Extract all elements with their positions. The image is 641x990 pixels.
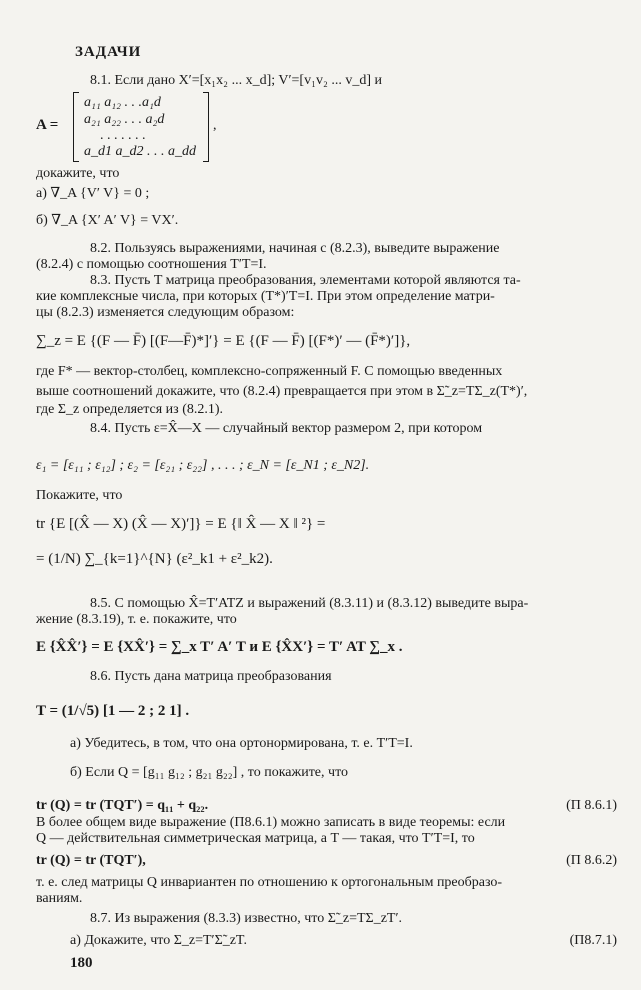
equation-8-3: ∑_z = E {(F — F̄) [(F—F̄)*]′} = E {(F — F̄) [(F*)′ — (F̄*)′]}, bbox=[36, 333, 411, 349]
problem-8-2-line-1: 8.2. Пользуясь выражениями, начиная с (8.2.3), выведите выражение bbox=[90, 241, 500, 256]
matrix-a-left-bracket bbox=[73, 92, 79, 162]
problem-8-6-part-b: б) Если Q = [g₁₁ g₁₂ ; g₂₁ g₂₂] , то покажите, что bbox=[70, 765, 348, 780]
problem-8-7-line-1: 8.7. Из выражения (8.3.3) известно, что Σ̃_z=TΣ_zT′. bbox=[90, 911, 403, 926]
problem-8-3-line-2: кие комплексные числа, при которых (T*)′T=I. При этом определение матри- bbox=[36, 289, 495, 304]
problem-8-7-part-a-number: (П8.7.1) bbox=[569, 933, 617, 948]
page-number: 180 bbox=[70, 955, 93, 971]
problem-8-5-line-2: жение (8.3.19), т. е. покажите, что bbox=[36, 612, 237, 627]
problem-8-2-line-2: (8.2.4) с помощью соотношения T′T=I. bbox=[36, 257, 267, 272]
problem-8-6-part-a: а) Убедитесь, в том, что она ортонормирована, т. е. T′T=I. bbox=[70, 736, 413, 751]
matrix-a-row-2: a₂₁ a₂₂ . . . a₂d bbox=[84, 112, 165, 127]
equation-p8-6-1-number: (П 8.6.1) bbox=[566, 798, 617, 813]
equation-p8-6-2: tr (Q) = tr (TQT′), bbox=[36, 853, 146, 868]
matrix-a-label: A = bbox=[36, 117, 59, 133]
problem-8-3-line-3: цы (8.2.3) изменяется следующим образом: bbox=[36, 305, 295, 320]
equation-p8-6-2-number: (П 8.6.2) bbox=[566, 853, 617, 868]
matrix-a-row-4: a_d1 a_d2 . . . a_dd bbox=[84, 144, 196, 159]
problem-8-6-line-1: 8.6. Пусть дана матрица преобразования bbox=[90, 669, 332, 684]
equation-8-4-trace: tr {E [(X̂ — X) (X̂ — X)′]} = E {‖ X̂ — X ‖ ²} = bbox=[36, 516, 326, 532]
problem-8-4-line-1: 8.4. Пусть ε=X̂—X — случайный вектор размером 2, при котором bbox=[90, 421, 483, 436]
problem-8-1-part-b: б) ∇_A {X′ A′ V} = VX′. bbox=[36, 213, 179, 228]
problem-8-4-prompt: Покажите, что bbox=[36, 488, 123, 503]
problem-8-7-part-a: а) Докажите, что Σ_z=T′Σ̃_zT. bbox=[70, 933, 247, 948]
matrix-a-row-1: a₁₁ a₁₂ . . .a₁d bbox=[84, 95, 161, 110]
equation-8-6-matrix-t: T = (1/√5) [1 — 2 ; 2 1] . bbox=[36, 703, 190, 719]
equation-8-4-sum: = (1/N) ∑_{k=1}^{N} (ε²_k1 + ε²_k2). bbox=[36, 551, 273, 567]
problem-8-1-prompt: докажите, что bbox=[36, 166, 120, 181]
matrix-a-right-bracket bbox=[203, 92, 209, 162]
problem-8-1-part-a: а) ∇_A {V′ V} = 0 ; bbox=[36, 186, 150, 201]
problem-8-3-line-1: 8.3. Пусть T матрица преобразования, элементами которой являются та- bbox=[90, 273, 521, 288]
problem-8-1-statement: 8.1. Если дано X′=[x₁x₂ ... x_d]; V′=[v₁v₂ ... v_d] и bbox=[90, 73, 383, 88]
section-title: ЗАДАЧИ bbox=[75, 44, 142, 60]
problem-8-3-line-5: выше соотношений докажите, что (8.2.4) превращается при этом в Σ̃_z=TΣ_z(T*)′, bbox=[36, 384, 528, 399]
problem-8-6-line-3: Q — действительная симметрическая матрица, а T — такая, что T′T=I, то bbox=[36, 831, 475, 846]
matrix-a-comma: , bbox=[213, 118, 217, 133]
problem-8-6-line-2: В более общем виде выражение (П8.6.1) можно записать в виде теоремы: если bbox=[36, 815, 506, 830]
equation-p8-6-1: tr (Q) = tr (TQT′) = q₁₁ + q₂₂. bbox=[36, 798, 209, 813]
equation-8-5: E {X̂X̂′} = E {XX̂′} = ∑_x T′ A′ T и E {X̂X′} = T′ AT ∑_x . bbox=[36, 639, 403, 655]
problem-8-6-line-5: ваниям. bbox=[36, 891, 83, 906]
problem-8-3-line-6: где Σ_z определяется из (8.2.1). bbox=[36, 402, 224, 417]
problem-8-6-line-4: т. е. след матрицы Q инвариантен по отношению к ортогональным преобразо- bbox=[36, 875, 503, 890]
matrix-a-row-3: . . . . . . . bbox=[100, 128, 146, 143]
equation-8-4-epsilon: ε₁ = [ε₁₁ ; ε₁₂] ; ε₂ = [ε₂₁ ; ε₂₂] , . . . ; ε_N = [ε_N1 ; ε_N2]. bbox=[36, 458, 370, 473]
problem-8-3-line-4: где F* — вектор-столбец, комплексно-сопряженный F. С помощью введенных bbox=[36, 364, 503, 379]
problem-8-5-line-1: 8.5. С помощью X̂=T′ATZ и выражений (8.3.11) и (8.3.12) выведите выра- bbox=[90, 596, 529, 611]
